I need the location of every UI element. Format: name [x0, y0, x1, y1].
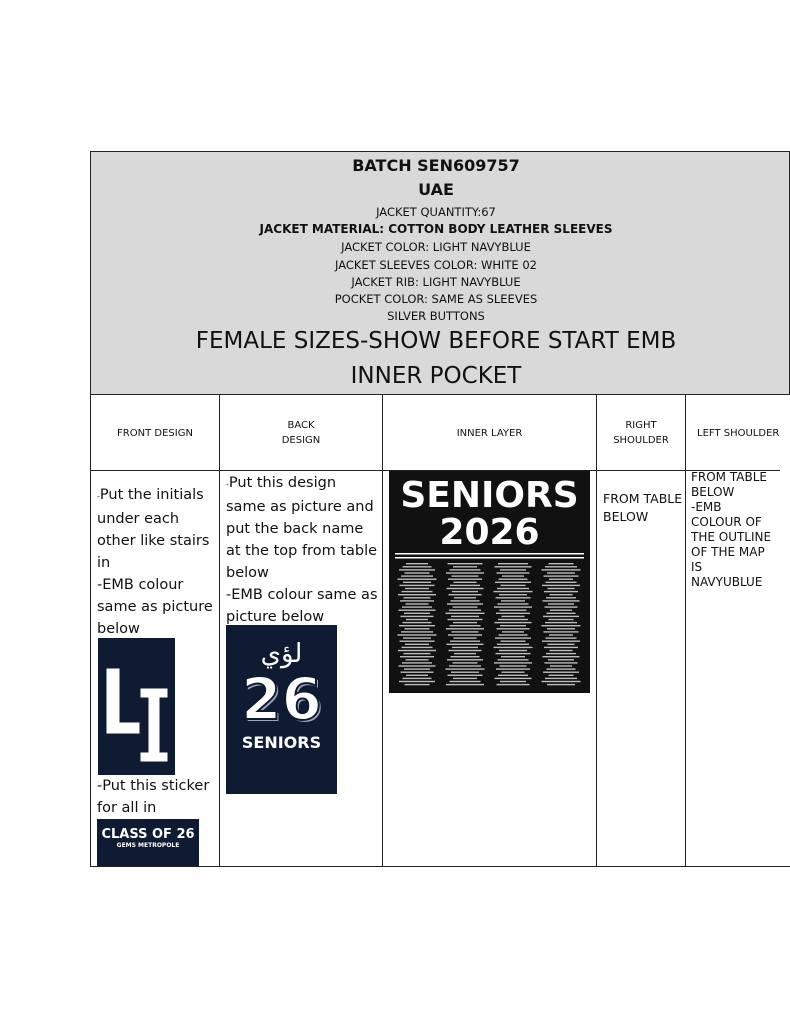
back-instructions — [226, 472, 382, 628]
name-line — [543, 616, 579, 617]
name-line — [447, 603, 483, 604]
name-line — [496, 668, 530, 669]
name-line — [501, 600, 525, 601]
name-line — [454, 653, 476, 654]
name-line — [401, 575, 433, 576]
name-line — [550, 665, 572, 666]
class-sticker-image — [97, 819, 199, 866]
name-line — [399, 569, 435, 570]
name-line — [546, 653, 576, 654]
sticker-line-2: for all in — [97, 800, 157, 816]
name-line — [544, 591, 578, 592]
name-line — [451, 656, 480, 657]
sticker-title: CLASS OF 26 — [101, 827, 195, 842]
col-front-design: FRONT DESIGN — [117, 427, 193, 439]
back-design-image — [226, 625, 337, 794]
col-left-shoulder: LEFT SHOULDER — [697, 427, 780, 439]
left-line-6: OF THE MAP — [691, 545, 765, 559]
name-line — [453, 678, 477, 679]
name-line — [448, 634, 482, 635]
front-line-4: in — [97, 555, 111, 571]
name-line — [398, 594, 436, 595]
name-line — [498, 675, 528, 676]
name-line — [543, 672, 579, 673]
name-line — [454, 597, 476, 598]
name-line — [450, 641, 480, 642]
name-line — [449, 610, 481, 611]
inner-pocket-note: INNER POCKET — [350, 363, 522, 389]
front-instructions — [97, 484, 217, 640]
name-line — [545, 606, 578, 607]
name-line — [544, 647, 578, 648]
left-line-2: BELOW — [691, 485, 735, 499]
female-sizes-note: FEMALE SIZES-SHOW BEFORE START EMB — [195, 328, 677, 354]
right-shoulder-text — [603, 490, 685, 526]
name-line — [542, 681, 581, 682]
back-number: 26 — [241, 665, 322, 733]
name-line — [451, 600, 480, 601]
jacket-sleeves-color: JACKET SLEEVES COLOR: WHITE 02 — [335, 258, 537, 272]
name-line — [400, 656, 434, 657]
name-line — [501, 656, 525, 657]
name-line — [547, 668, 576, 669]
name-line — [406, 563, 428, 564]
back-line-2: same as picture and — [226, 499, 374, 515]
name-line — [406, 675, 428, 676]
name-line — [501, 641, 526, 642]
name-line — [450, 625, 481, 626]
name-line — [453, 566, 477, 567]
name-line — [543, 656, 580, 657]
name-line — [406, 619, 428, 620]
name-line — [542, 569, 581, 570]
name-line — [404, 613, 430, 614]
name-line — [500, 569, 526, 570]
name-line — [546, 597, 576, 598]
name-line — [448, 675, 483, 676]
name-line — [446, 628, 484, 629]
name-line — [450, 681, 481, 682]
name-line — [403, 637, 431, 638]
name-line — [545, 662, 578, 663]
name-line — [447, 588, 484, 589]
name-line — [403, 622, 432, 623]
name-line — [402, 591, 433, 592]
inner-layer-image — [389, 471, 590, 693]
initials-image — [98, 638, 175, 775]
name-line — [399, 610, 436, 611]
name-line — [400, 641, 435, 642]
name-line — [399, 681, 435, 682]
front-line-7: below — [97, 621, 140, 637]
name-line — [398, 650, 436, 651]
name-line — [498, 659, 529, 660]
left-line-5: THE OUTLINE — [691, 530, 772, 544]
name-line — [405, 588, 429, 589]
name-line — [495, 566, 532, 567]
name-line — [448, 563, 483, 564]
name-line — [495, 637, 531, 638]
left-line-8: NAVYUBLUE — [691, 575, 763, 589]
inner-year: 2026 — [439, 512, 540, 553]
header-block — [90, 151, 790, 395]
name-line — [451, 672, 479, 673]
inner-seniors-title: SENIORS — [400, 475, 579, 516]
name-line — [402, 662, 432, 663]
name-line — [403, 582, 431, 583]
name-line — [498, 603, 529, 604]
name-line — [497, 572, 530, 573]
name-line — [448, 579, 482, 580]
name-line — [495, 678, 532, 679]
country-title: UAE — [418, 180, 454, 199]
name-line — [501, 585, 526, 586]
name-line — [547, 684, 575, 685]
front-dash: - — [97, 492, 100, 501]
name-line — [448, 619, 483, 620]
name-line — [542, 585, 580, 586]
pocket-color: POCKET COLOR: SAME AS SLEEVES — [334, 292, 538, 306]
name-line — [547, 572, 575, 573]
name-line — [447, 644, 484, 645]
name-line — [450, 569, 481, 570]
name-line — [542, 625, 581, 626]
name-line — [549, 675, 574, 676]
left-shoulder-text — [691, 470, 772, 590]
name-line — [403, 678, 432, 679]
name-line — [447, 659, 483, 660]
name-line — [494, 647, 533, 648]
name-line — [400, 600, 434, 601]
front-line-6: same as picture — [97, 599, 213, 615]
sticker-subtitle: GEMS METROPOLE — [116, 842, 180, 849]
front-line-1: Put the initials — [99, 487, 204, 503]
name-line — [546, 637, 577, 638]
name-line — [497, 588, 529, 589]
batch-title: BATCH SEN609757 — [352, 156, 520, 175]
name-line — [499, 634, 528, 635]
name-line — [496, 653, 531, 654]
name-line — [399, 625, 435, 626]
name-line — [403, 566, 432, 567]
left-line-7: IS — [691, 560, 703, 574]
left-line-1: FROM TABLE — [691, 470, 767, 484]
name-line — [454, 637, 477, 638]
name-line — [544, 631, 579, 632]
name-line — [545, 566, 577, 567]
name-line — [498, 619, 528, 620]
name-line — [405, 644, 429, 645]
name-line — [547, 628, 575, 629]
jacket-color: JACKET COLOR: LIGHT NAVYBLUE — [341, 240, 531, 254]
jacket-material: JACKET MATERIAL: COTTON BODY LEATHER SLEEVES — [259, 222, 613, 236]
right-line-2: BELOW — [603, 509, 649, 524]
name-line — [452, 647, 478, 648]
back-line-4: at the top from table — [226, 543, 378, 559]
name-line — [546, 582, 577, 583]
name-line — [496, 597, 531, 598]
name-line — [495, 622, 532, 623]
name-line — [502, 631, 524, 632]
name-line — [401, 672, 434, 673]
col-back-label-1: BACK — [287, 420, 315, 431]
back-arabic-name: لؤي — [260, 639, 303, 669]
name-line — [499, 594, 527, 595]
name-line — [446, 684, 484, 685]
back-line-7: picture below — [226, 609, 325, 625]
name-line — [404, 668, 430, 669]
name-line — [453, 662, 478, 663]
front-line-2: under each — [97, 511, 180, 527]
jacket-rib: JACKET RIB: LIGHT NAVYBLUE — [351, 275, 521, 289]
name-line — [499, 650, 527, 651]
name-line — [401, 631, 433, 632]
name-line — [500, 610, 527, 611]
name-line — [446, 572, 484, 573]
name-line — [497, 628, 530, 629]
name-line — [494, 662, 532, 663]
name-line — [549, 634, 573, 635]
name-line — [494, 591, 533, 592]
front-line-5: -EMB colour — [97, 577, 184, 593]
name-line — [398, 634, 437, 635]
name-line — [451, 616, 479, 617]
name-line — [550, 650, 573, 651]
name-line — [549, 579, 573, 580]
back-line-5: below — [226, 565, 269, 581]
col-right-shoulder — [597, 396, 685, 470]
name-line — [452, 575, 479, 576]
name-line — [453, 622, 477, 623]
name-line — [497, 684, 530, 685]
col-right-label-2: SHOULDER — [613, 435, 669, 446]
inner-names-list — [389, 551, 590, 691]
name-line — [545, 622, 577, 623]
name-line — [549, 619, 574, 620]
name-line — [404, 597, 431, 598]
left-line-3: -EMB — [691, 500, 722, 514]
name-line — [498, 563, 528, 564]
name-line — [406, 603, 429, 604]
left-line-4: COLOUR OF — [691, 515, 762, 529]
grid-divider — [685, 395, 686, 867]
name-line — [494, 606, 532, 607]
name-line — [549, 563, 574, 564]
col-back-label-2: DESIGN — [281, 435, 321, 446]
front-line-3: other like stairs — [97, 533, 210, 549]
name-line — [449, 594, 482, 595]
back-line-3: put the back name — [226, 521, 364, 537]
name-line — [449, 665, 481, 666]
name-line — [548, 603, 574, 604]
name-line — [550, 610, 572, 611]
back-dash: - — [226, 480, 229, 489]
name-line — [402, 606, 432, 607]
back-seniors-label: SENIORS — [241, 733, 322, 752]
initials-graphic — [98, 638, 175, 775]
name-line — [404, 653, 431, 654]
name-line — [452, 591, 478, 592]
name-line — [495, 582, 531, 583]
name-line — [452, 631, 479, 632]
name-line — [400, 585, 435, 586]
name-line — [547, 613, 576, 614]
sticker-instructions — [97, 775, 217, 819]
name-line — [548, 588, 575, 589]
buttons-note: SILVER BUTTONS — [387, 309, 485, 323]
name-line — [542, 641, 580, 642]
name-line — [446, 613, 485, 614]
name-line — [543, 600, 580, 601]
name-line — [545, 678, 577, 679]
name-line — [449, 650, 482, 651]
name-line — [405, 628, 430, 629]
name-line — [454, 582, 477, 583]
name-line — [548, 659, 574, 660]
col-right-label-1: RIGHT — [625, 420, 657, 431]
name-line — [398, 579, 437, 580]
back-line-1: Put this design — [228, 475, 337, 491]
name-line — [500, 625, 526, 626]
col-inner-layer: INNER LAYER — [456, 427, 523, 439]
name-line — [550, 594, 573, 595]
name-line — [401, 616, 434, 617]
name-line — [496, 613, 530, 614]
name-line — [405, 572, 430, 573]
name-line — [500, 681, 526, 682]
right-line-1: FROM TABLE — [603, 491, 683, 506]
name-line — [402, 647, 433, 648]
back-line-6: -EMB colour same as — [226, 587, 378, 603]
name-line — [502, 616, 525, 617]
name-line — [497, 644, 529, 645]
jacket-quantity: JACKET QUANTITY:67 — [376, 205, 496, 219]
name-line — [450, 585, 480, 586]
name-line — [453, 606, 478, 607]
name-line — [502, 672, 525, 673]
name-line — [502, 575, 524, 576]
name-line — [499, 579, 528, 580]
name-line — [399, 665, 436, 666]
name-line — [405, 684, 430, 685]
name-line — [446, 668, 485, 669]
name-line — [544, 575, 579, 576]
name-line — [548, 644, 575, 645]
sticker-line-1: -Put this sticker — [97, 778, 210, 794]
name-line — [406, 659, 429, 660]
name-line — [500, 665, 527, 666]
col-back-design — [220, 396, 382, 470]
